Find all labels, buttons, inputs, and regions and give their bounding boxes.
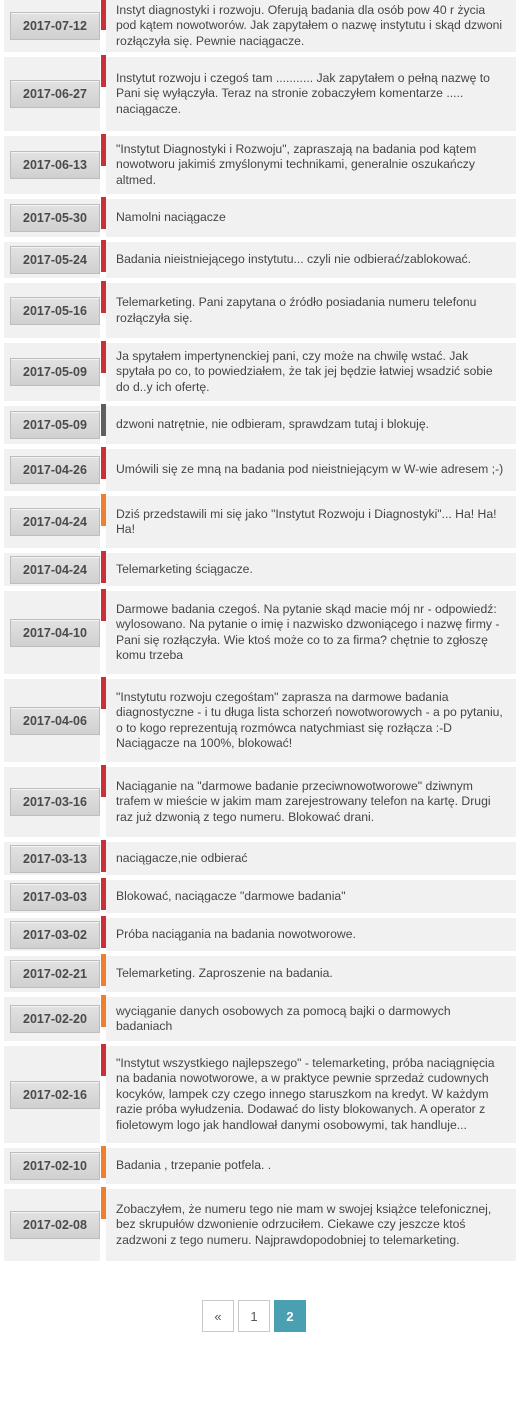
comment-text: Telemarketing. Pani zapytana o źródło posiadania numeru telefonu rozłączyła się. [116, 295, 477, 325]
page-1-button[interactable]: 1 [238, 1300, 270, 1332]
date-cell [4, 199, 100, 237]
comment-date: 2017-06-27 [10, 80, 100, 108]
comment-text: Badania nieistniejącego instytutu... czyli nie odbierać/zablokować. [116, 252, 471, 267]
comment-date: 2017-06-13 [10, 151, 100, 179]
comment-date: 2017-02-20 [10, 1005, 100, 1033]
comment-text: Namolni naciągacze [116, 210, 226, 225]
comment-date: 2017-04-26 [10, 456, 100, 484]
comment-text: Telemarketing ściągacze. [116, 561, 253, 576]
comment-date: 2017-02-21 [10, 960, 100, 988]
rating-indicator [101, 134, 106, 166]
rating-indicator [101, 404, 106, 436]
comment-text: Dziś przedstawili mi się jako "Instytut Rozwoju i Diagnostyki"... Ha! Ha! Ha! [116, 506, 497, 536]
prev-page-button[interactable]: « [202, 1300, 234, 1332]
comment-date: 2017-02-08 [10, 1211, 100, 1239]
rating-indicator [101, 916, 106, 948]
comment-text: "Instytutu rozwoju czegośtam" zaprasza na darmowe badania diagnostyczne - i tu długa lista schorzeń nowotworowych - a po pytaniu, o to kogo reprezentują rozmówca natychmiast się rozłącza :-D Naciągacze na 100%, blokować! [116, 689, 503, 750]
comment-entry [4, 1046, 516, 1143]
comment-date: 2017-03-03 [10, 883, 100, 911]
comment-entry [4, 283, 516, 338]
comment-date: 2017-05-09 [10, 358, 100, 386]
comment-entry [4, 842, 516, 875]
comment-entry [4, 199, 516, 237]
comment-entry [4, 242, 516, 278]
comment-text: Instyt diagnostyki i rozwoju. Oferują badania dla osób pow 40 r życia pod kątem nowotworów. Jak zapytałem o nazwę instytutu i skąd dzwoni rozłączyła się. Pewnie naciągacze. [116, 2, 503, 48]
comment-text: Zobaczyłem, że numeru tego nie mam w swojej książce telefonicznej, bez skrupułów dzwonienie odrzuciłem. Ciekawe czy jeszcze ktoś zadzwoni z tego numeru. Najprawdopodobniej to telemarketing. [116, 1201, 492, 1247]
comment-date: 2017-05-16 [10, 297, 100, 325]
comment-entry [4, 136, 516, 194]
rating-indicator [101, 677, 106, 709]
rating-indicator [101, 281, 106, 313]
page-2-button[interactable]: 2 [274, 1300, 306, 1332]
date-cell [4, 406, 100, 444]
rating-indicator [101, 0, 106, 30]
date-cell [4, 343, 100, 401]
comment-entry [4, 406, 516, 444]
comment-entry [4, 956, 516, 992]
rating-indicator [101, 551, 106, 583]
rating-indicator [101, 1187, 106, 1219]
comment-entry [4, 918, 516, 951]
comment-date: 2017-05-30 [10, 204, 100, 232]
rating-indicator [101, 954, 106, 986]
comment-text: wyciąganie danych osobowych za pomocą bajki o darmowych badaniach [116, 1003, 451, 1033]
date-cell [4, 591, 100, 674]
rating-indicator [101, 447, 106, 479]
comment-text: Naciąganie na "darmowe badanie przeciwnowotworowe" dziwnym trafem w mieście w jakim mam zarejestrowany telefon na kartę. Drugi raz już dzwonią z tego numeru. Blokować drani. [116, 778, 491, 824]
rating-indicator [101, 240, 106, 272]
comment-date: 2017-04-06 [10, 707, 100, 735]
date-cell [4, 0, 100, 52]
comment-entry [4, 496, 516, 548]
comment-entry [4, 679, 516, 762]
date-cell [4, 553, 100, 586]
rating-indicator [101, 589, 106, 621]
rating-indicator [101, 840, 106, 872]
date-cell [4, 880, 100, 913]
comment-entry [4, 57, 516, 131]
date-cell [4, 679, 100, 762]
comment-entry [4, 1148, 516, 1184]
date-cell [4, 997, 100, 1041]
date-cell [4, 449, 100, 491]
date-cell [4, 1189, 100, 1261]
comment-entry [4, 449, 516, 491]
comment-entry [4, 997, 516, 1041]
comment-text: Umówili się ze mną na badania pod nieistniejącym w W-wie adresem ;-) [116, 462, 504, 477]
comment-date: 2017-05-09 [10, 411, 100, 439]
comment-text: Próba naciągania na badania nowotworowe. [116, 926, 356, 941]
rating-indicator [101, 197, 106, 229]
rating-indicator [101, 1146, 106, 1178]
date-cell [4, 918, 100, 951]
rating-indicator [101, 55, 106, 87]
comment-date: 2017-02-16 [10, 1081, 100, 1109]
comment-entry [4, 767, 516, 837]
comment-date: 2017-05-24 [10, 246, 100, 274]
pagination [202, 1300, 310, 1332]
rating-indicator [101, 878, 106, 910]
comment-text: Telemarketing. Zaproszenie na badania. [116, 966, 333, 981]
comment-date: 2017-03-16 [10, 788, 100, 816]
comment-text: Instytut rozwoju i czegoś tam ........... Jak zapytałem o pełną nazwę to Pani się wyłączyła. Teraz na stronie zobaczyłem komentarze ..... naciągacze. [116, 70, 490, 116]
comment-text: Badania , trzepanie potfela. . [116, 1158, 272, 1173]
comment-entry [4, 553, 516, 586]
comment-text: Darmowe badania czegoś. Na pytanie skąd macie mój nr - odpowiedź: wylosowano. Na pytanie o imię i nazwisko dzwoniącego i nazwę firmy - Pani się rozłączyła. Wie ktoś może co to za firma? chętnie to zgłoszę komu trzeba [116, 601, 500, 662]
comment-text: Ja spytałem impertynenckiej pani, czy może na chwilę wstać. Jak spytała po co, to powiedziałem, że tak jej będzie łatwiej wsadzić sobie do d..y ich ofertę. [116, 348, 493, 394]
comment-date: 2017-04-24 [10, 508, 100, 536]
comment-date: 2017-03-02 [10, 921, 100, 949]
comment-date: 2017-03-13 [10, 845, 100, 873]
comment-entry [4, 0, 516, 52]
comment-text: dzwoni natrętnie, nie odbieram, sprawdzam tutaj i blokuję. [116, 417, 429, 432]
date-cell [4, 57, 100, 131]
comment-date: 2017-04-24 [10, 556, 100, 584]
comment-date: 2017-04-10 [10, 619, 100, 647]
date-cell [4, 956, 100, 992]
rating-indicator [101, 494, 106, 526]
date-cell [4, 242, 100, 278]
date-cell [4, 1046, 100, 1143]
date-cell [4, 496, 100, 548]
comment-text: Blokować, naciągacze "darmowe badania" [116, 888, 346, 903]
comment-date: 2017-07-12 [10, 12, 100, 40]
rating-indicator [101, 341, 106, 373]
date-cell [4, 136, 100, 194]
comment-entry [4, 880, 516, 913]
date-cell [4, 767, 100, 837]
rating-indicator [101, 1044, 106, 1076]
comment-text: "Instytut wszystkiego najlepszego" - telemarketing, próba naciągnięcia na badania nowotworowe, a w praktyce pewnie sprzedaż cudownych kocyków, lampek czy czego innego staruszkom na kredyt. W każdym razie próba wyłudzenia. Dodawać do listy blokowanych. A operator z fioletowym logo jak handlował danymi osobowymi, tak handluje... [116, 1055, 495, 1132]
comment-date: 2017-02-10 [10, 1152, 100, 1180]
comment-text: "Instytut Diagnostyki i Rozwoju", zapraszają na badania pod kątem nowotworu jakimiś zmyślonymi technikami, generalnie oszukańczy altmed. [116, 141, 477, 187]
date-cell [4, 842, 100, 875]
date-cell [4, 283, 100, 338]
rating-indicator [101, 765, 106, 797]
comment-entry [4, 591, 516, 674]
comment-entry [4, 1189, 516, 1261]
rating-indicator [101, 995, 106, 1027]
comment-text: naciągacze,nie odbierać [116, 850, 248, 865]
comment-entry [4, 343, 516, 401]
comment-list [4, 0, 516, 1266]
date-cell [4, 1148, 100, 1184]
